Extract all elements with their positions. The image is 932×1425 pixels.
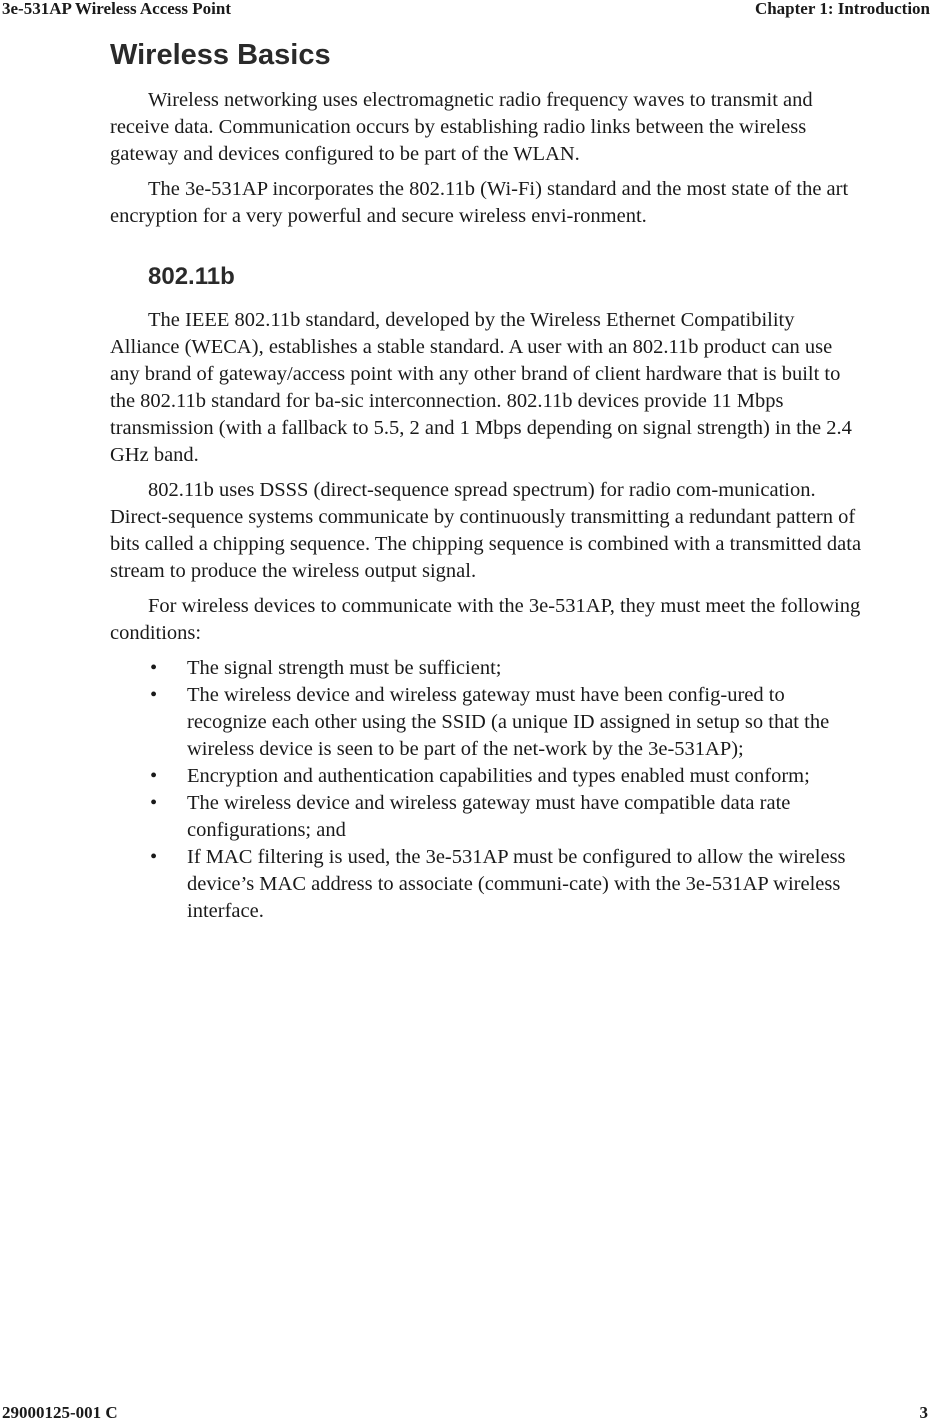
page-content [110, 38, 862, 925]
header-chapter-title: Chapter 1: Introduction [754, 0, 930, 18]
list-item [110, 763, 862, 790]
subsection-title: 802.11b [148, 263, 235, 290]
bullet-icon: • [150, 684, 158, 706]
paragraph: The IEEE 802.11b standard, developed by the Wireless Ethernet Compatibility Alliance (WECA), establishes a stable standard. A user with an 802.11b product can use any brand of gateway/access point with any other brand of client hardware that is built to the 802.11b standard for ba-sic interconnection. 802.11b devices provide 11 Mbps transmission (with a fallback to 5.5, 2 and 1 Mbps depending on signal strength) in the 2.4 GHz band. [110, 309, 852, 466]
bullet-icon: • [150, 846, 158, 868]
list-item [110, 844, 862, 925]
list-item-text: Encryption and authentication capabilities and types enabled must conform; [187, 765, 810, 787]
bullet-icon: • [150, 792, 158, 814]
conditions-list [110, 655, 862, 925]
list-item [110, 682, 862, 763]
footer-document-number: 29000125-001 C [2, 1403, 118, 1422]
list-item-text: The signal strength must be sufficient; [187, 657, 502, 679]
list-item-text: If MAC filtering is used, the 3e-531AP must be configured to allow the wireless device’s MAC address to associate (communi-cate) with the 3e-531AP wireless interface. [187, 846, 846, 922]
running-footer [0, 1403, 932, 1425]
header-document-title: 3e-531AP Wireless Access Point [2, 0, 232, 18]
list-item [110, 790, 862, 844]
paragraph: The 3e-531AP incorporates the 802.11b (Wi-Fi) standard and the most state of the art encryption for a very powerful and secure wireless envi-ronment. [110, 178, 849, 227]
list-item-text: The wireless device and wireless gateway must have compatible data rate configurations; and [187, 792, 791, 841]
list-item-text: The wireless device and wireless gateway must have been config-ured to recognize each other using the SSID (a unique ID assigned in setup so that the wireless device is seen to be part of the net-work by the 3e-531AP); [187, 684, 830, 760]
bullet-icon: • [150, 765, 158, 787]
paragraph: 802.11b uses DSSS (direct-sequence spread spectrum) for radio com-munication. Direct-sequence systems communicate by continuously transmitting a redundant pattern of bits called a chipping sequence. The chipping sequence is combined with a transmitted data stream to produce the wireless output signal. [110, 479, 862, 582]
footer-page-number: 3 [919, 1403, 928, 1422]
paragraph: Wireless networking uses electromagnetic radio frequency waves to transmit and receive data. Communication occurs by establishing radio links between the wireless gateway and devices configured to be part of the WLAN. [110, 89, 813, 165]
paragraph: For wireless devices to communicate with the 3e-531AP, they must meet the following conditions: [110, 595, 861, 644]
running-header [0, 0, 932, 20]
list-item [110, 655, 862, 682]
section-title: Wireless Basics [110, 39, 331, 71]
bullet-icon: • [150, 657, 158, 679]
